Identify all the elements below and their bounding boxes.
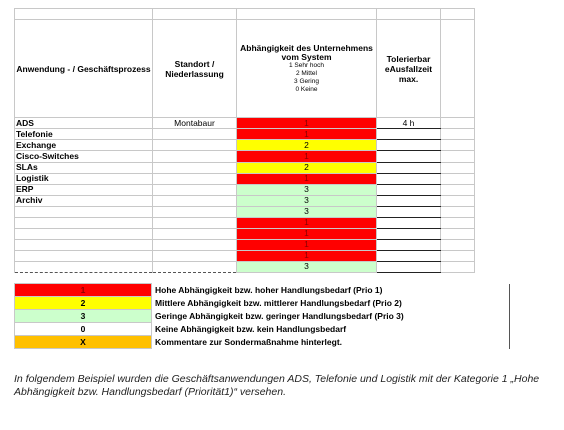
application-cell[interactable]: ADS bbox=[15, 118, 153, 129]
table-body bbox=[15, 118, 475, 273]
tolerable-cell[interactable] bbox=[377, 173, 441, 184]
tolerable-cell[interactable] bbox=[377, 195, 441, 206]
table-row bbox=[15, 162, 475, 173]
tolerable-cell[interactable] bbox=[377, 162, 441, 173]
legend-code: 3 bbox=[15, 310, 152, 323]
legend-code: X bbox=[15, 336, 152, 349]
legend-description: Geringe Abhängigkeit bzw. geringer Handlungsbedarf (Prio 3) bbox=[152, 310, 510, 323]
application-cell[interactable] bbox=[15, 206, 153, 217]
legend-row bbox=[15, 336, 510, 349]
legend-description: Kommentare zur Sondermaßnahme hinterlegt. bbox=[152, 336, 510, 349]
location-cell[interactable] bbox=[153, 151, 237, 162]
cell[interactable] bbox=[237, 9, 377, 20]
dependency-cell[interactable]: 1 bbox=[237, 151, 377, 162]
tolerable-cell[interactable] bbox=[377, 184, 441, 195]
dependency-cell[interactable]: 1 bbox=[237, 173, 377, 184]
dependency-cell[interactable]: 1 bbox=[237, 250, 377, 261]
table-row bbox=[15, 184, 475, 195]
scale-0: 0 Keine bbox=[295, 85, 318, 93]
table-row bbox=[15, 151, 475, 162]
location-cell[interactable] bbox=[153, 195, 237, 206]
application-cell[interactable] bbox=[15, 239, 153, 250]
dependency-cell[interactable]: 3 bbox=[237, 184, 377, 195]
table-row bbox=[15, 250, 475, 261]
spacer-row bbox=[15, 9, 475, 20]
header-tolerable[interactable]: Tolerierbar eAusfallzeit max. bbox=[377, 20, 441, 118]
table-row bbox=[15, 173, 475, 184]
location-cell[interactable] bbox=[153, 140, 237, 151]
cell[interactable] bbox=[441, 206, 475, 217]
cell[interactable] bbox=[441, 195, 475, 206]
cell[interactable] bbox=[441, 173, 475, 184]
cell[interactable] bbox=[441, 129, 475, 140]
dependency-table bbox=[14, 8, 475, 273]
header-row bbox=[15, 20, 475, 118]
application-cell[interactable]: Telefonie bbox=[15, 129, 153, 140]
application-cell[interactable] bbox=[15, 217, 153, 228]
legend-body bbox=[15, 284, 510, 349]
tolerable-cell[interactable] bbox=[377, 250, 441, 261]
tolerable-cell[interactable] bbox=[377, 140, 441, 151]
application-cell[interactable]: Cisco-Switches bbox=[15, 151, 153, 162]
cell[interactable] bbox=[441, 140, 475, 151]
location-cell[interactable] bbox=[153, 217, 237, 228]
cell[interactable] bbox=[441, 9, 475, 20]
location-cell[interactable] bbox=[153, 228, 237, 239]
location-cell[interactable]: Montabaur bbox=[153, 118, 237, 129]
cell[interactable] bbox=[153, 9, 237, 20]
dependency-cell[interactable]: 1 bbox=[237, 228, 377, 239]
tolerable-cell[interactable] bbox=[377, 151, 441, 162]
header-application[interactable]: Anwendung - / Geschäftsprozess bbox=[15, 20, 153, 118]
dependency-cell[interactable]: 2 bbox=[237, 140, 377, 151]
application-cell[interactable] bbox=[15, 250, 153, 261]
header-location[interactable]: Standort / Niederlassung bbox=[153, 20, 237, 118]
cell[interactable] bbox=[441, 118, 475, 129]
dependency-cell[interactable]: 1 bbox=[237, 129, 377, 140]
cell[interactable] bbox=[441, 239, 475, 250]
legend-description: Mittlere Abhängigkeit bzw. mittlerer Handlungsbedarf (Prio 2) bbox=[152, 297, 510, 310]
location-cell[interactable] bbox=[153, 250, 237, 261]
scale-1: 1 Sehr hoch bbox=[288, 61, 325, 69]
legend-code: 0 bbox=[15, 323, 152, 336]
tolerable-cell[interactable] bbox=[377, 261, 441, 272]
legend-row bbox=[15, 310, 510, 323]
location-cell[interactable] bbox=[153, 129, 237, 140]
cell[interactable] bbox=[15, 9, 153, 20]
table-row bbox=[15, 261, 475, 272]
application-cell[interactable]: Exchange bbox=[15, 140, 153, 151]
cell[interactable] bbox=[441, 228, 475, 239]
dependency-cell[interactable]: 2 bbox=[237, 162, 377, 173]
tolerable-cell[interactable]: 4 h bbox=[377, 118, 441, 129]
table-row bbox=[15, 217, 475, 228]
cell[interactable] bbox=[441, 217, 475, 228]
tolerable-cell[interactable] bbox=[377, 217, 441, 228]
cell[interactable] bbox=[441, 261, 475, 272]
cell[interactable] bbox=[441, 184, 475, 195]
cell[interactable] bbox=[441, 250, 475, 261]
tolerable-cell[interactable] bbox=[377, 239, 441, 250]
table-row bbox=[15, 206, 475, 217]
cell[interactable] bbox=[441, 151, 475, 162]
tolerable-cell[interactable] bbox=[377, 206, 441, 217]
application-cell[interactable]: Logistik bbox=[15, 173, 153, 184]
application-cell[interactable]: ERP bbox=[15, 184, 153, 195]
location-cell[interactable] bbox=[153, 239, 237, 250]
scale-3: 3 Gering bbox=[294, 77, 319, 85]
location-cell[interactable] bbox=[153, 206, 237, 217]
dependency-cell[interactable]: 1 bbox=[237, 217, 377, 228]
legend-code: 1 bbox=[15, 284, 152, 297]
table-row bbox=[15, 140, 475, 151]
legend-row bbox=[15, 323, 510, 336]
legend-row bbox=[15, 284, 510, 297]
table-row bbox=[15, 129, 475, 140]
location-cell[interactable] bbox=[153, 162, 237, 173]
tolerable-cell[interactable] bbox=[377, 228, 441, 239]
header-dependency-title: Abhängigkeit des Unternehmens vom System bbox=[240, 42, 373, 62]
scale-2: 2 Mittel bbox=[296, 69, 317, 77]
legend-code: 2 bbox=[15, 297, 152, 310]
legend-row bbox=[15, 297, 510, 310]
legend-description: Hohe Abhängigkeit bzw. hoher Handlungsbedarf (Prio 1) bbox=[152, 284, 510, 297]
dependency-cell[interactable]: 1 bbox=[237, 118, 377, 129]
location-cell[interactable] bbox=[153, 184, 237, 195]
application-cell[interactable]: SLAs bbox=[15, 162, 153, 173]
header-dependency[interactable] bbox=[237, 20, 377, 118]
cell[interactable] bbox=[441, 162, 475, 173]
legend-description: Keine Abhängigkeit bzw. kein Handlungsbedarf bbox=[152, 323, 510, 336]
dependency-cell[interactable]: 1 bbox=[237, 239, 377, 250]
tolerable-cell[interactable] bbox=[377, 129, 441, 140]
dependency-cell[interactable]: 3 bbox=[237, 261, 377, 272]
location-cell[interactable] bbox=[153, 173, 237, 184]
location-cell[interactable] bbox=[153, 261, 237, 272]
table-row bbox=[15, 118, 475, 129]
table-row bbox=[15, 228, 475, 239]
application-cell[interactable]: Archiv bbox=[15, 195, 153, 206]
caption-text: In folgendem Beispiel wurden die Geschäftsanwendungen ADS, Telefonie und Logistik mit der Kategorie 1 „Hohe Abhängigkeit bzw. Handlungsbedarf (Priorität1)“ versehen. bbox=[14, 373, 540, 398]
dependency-cell[interactable]: 3 bbox=[237, 195, 377, 206]
table-row bbox=[15, 239, 475, 250]
legend-table bbox=[14, 283, 510, 349]
application-cell[interactable] bbox=[15, 261, 153, 272]
dependency-cell[interactable]: 3 bbox=[237, 206, 377, 217]
table-row bbox=[15, 195, 475, 206]
application-cell[interactable] bbox=[15, 228, 153, 239]
cell[interactable] bbox=[377, 9, 441, 20]
cell[interactable] bbox=[441, 20, 475, 118]
